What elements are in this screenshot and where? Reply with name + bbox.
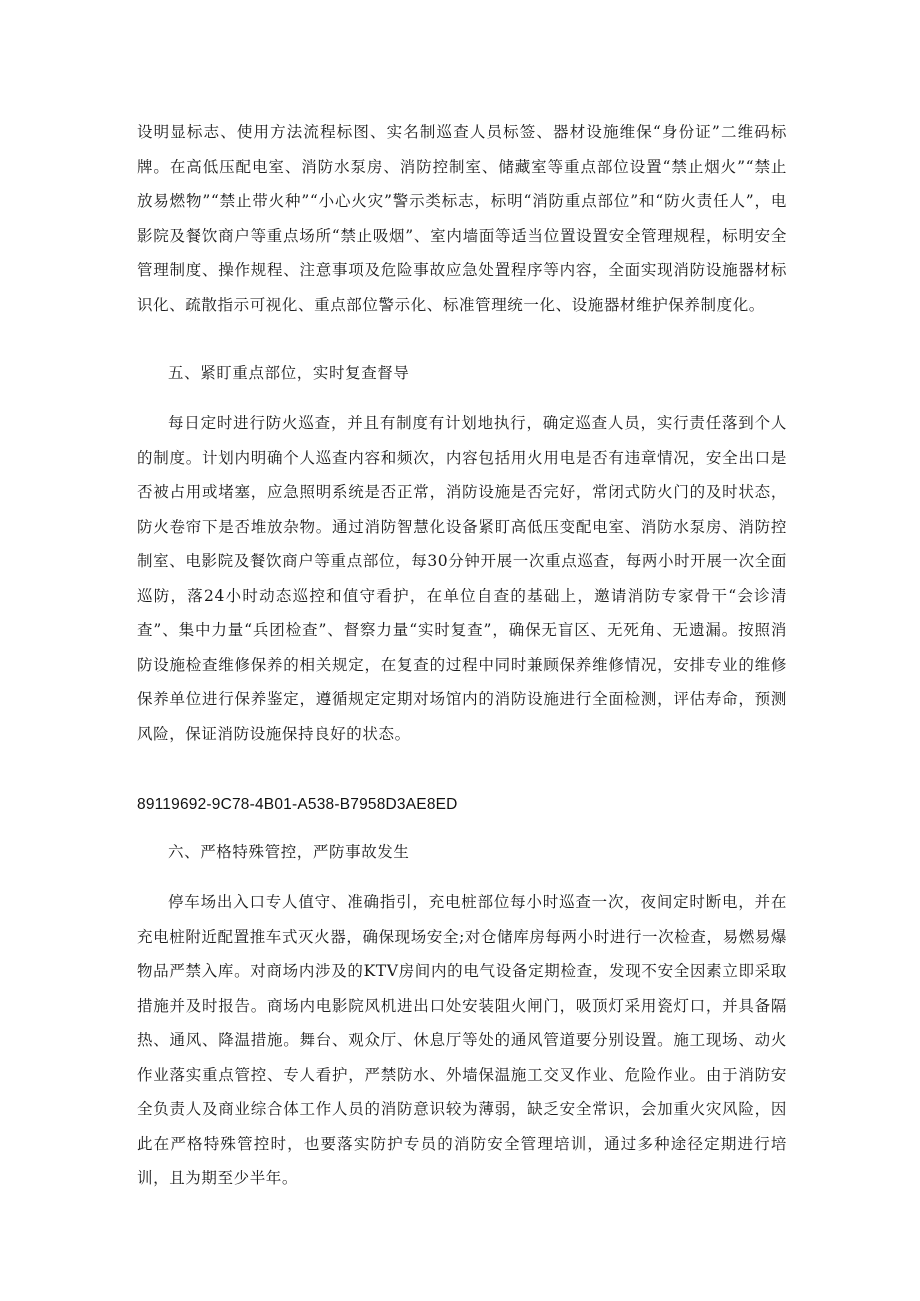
paragraph-signage: 设明显标志、使用方法流程标图、实名制巡查人员标签、器材设施维保“身份证”二维码标牌。在高低压配电室、消防水泵房、消防控制室、储藏室等重点部位设置“禁止烟火”“禁止放易燃物”“禁止带火种”“小心火灾”警示类标志，标明“消防重点部位”和“防火责任人”，电影院及餐饮商户等重点场所“禁止吸烟”、室内墙面等适当位置设置安全管理规程，标明安全管理制度、操作规程、注意事项及危险事故应急处置程序等内容，全面实现消防设施器材标识化、疏散指示可视化、重点部位警示化、标准管理统一化、设施器材维护保养制度化。 — [137, 123, 787, 314]
paragraph-special-control: 停车场出入口专人值守、准确指引，充电桩部位每小时巡查一次，夜间定时断电，并在充电桩附近配置推车式灭火器，确保现场安全;对仓储库房每两小时进行一次检查，易燃易爆物品严禁入库。对商场内涉及的KTV房间内的电气设备定期检查，发现不安全因素立即采取措施并及时报告。商场内电影院风机进出口处安装阻火闸门，吸顶灯采用瓷灯口，并具备隔热、通风、降温措施。舞台、观众厅、休息厅等处的通风管道要分别设置。施工现场、动火作业落实重点管控、专人看护，严禁防水、外墙保温施工交叉作业、危险作业。由于消防安全负责人及商业综合体工作人员的消防意识较为薄弱，缺乏安全常识，会加重火灾风险，因此在严格特殊管控时，也要落实防护专员的消防安全管理培训，通过多种途径定期进行培训，且为期至少半年。 — [137, 893, 787, 1187]
section-heading-5: 五、紧盯重点部位，实时复查督导 — [168, 364, 410, 382]
paragraph-inspection: 每日定时进行防火巡查，并且有制度有计划地执行，确定巡查人员，实行责任落到个人的制度。计划内明确个人巡查内容和频次，内容包括用火用电是否有违章情况，安全出口是否被占用或堵塞，应急照明系统是否正常，消防设施是否完好，常闭式防火门的及时状态，防火卷帘下是否堆放杂物。通过消防智慧化设备紧盯高低压变配电室、消防水泵房、消防控制室、电影院及餐饮商户等重点部位，每30分钟开展一次重点巡查，每两小时开展一次全面巡防，落24小时动态巡控和值守看护，在单位自查的基础上，邀请消防专家骨干“会诊清查”、集中力量“兵团检查”、督察力量“实时复查”，确保无盲区、无死角、无遗漏。按照消防设施检查维修保养的相关规定，在复查的过程中同时兼顾保养维修情况，安排专业的维修保养单位进行保养鉴定，遵循规定定期对场馆内的消防设施进行全面检测，评估寿命，预测风险，保证消防设施保持良好的状态。 — [137, 414, 787, 743]
section-heading-6: 六、严格特殊管控，严防事故发生 — [168, 843, 410, 861]
document-id: 89119692-9C78-4B01-A538-B7958D3AE8ED — [137, 796, 458, 813]
